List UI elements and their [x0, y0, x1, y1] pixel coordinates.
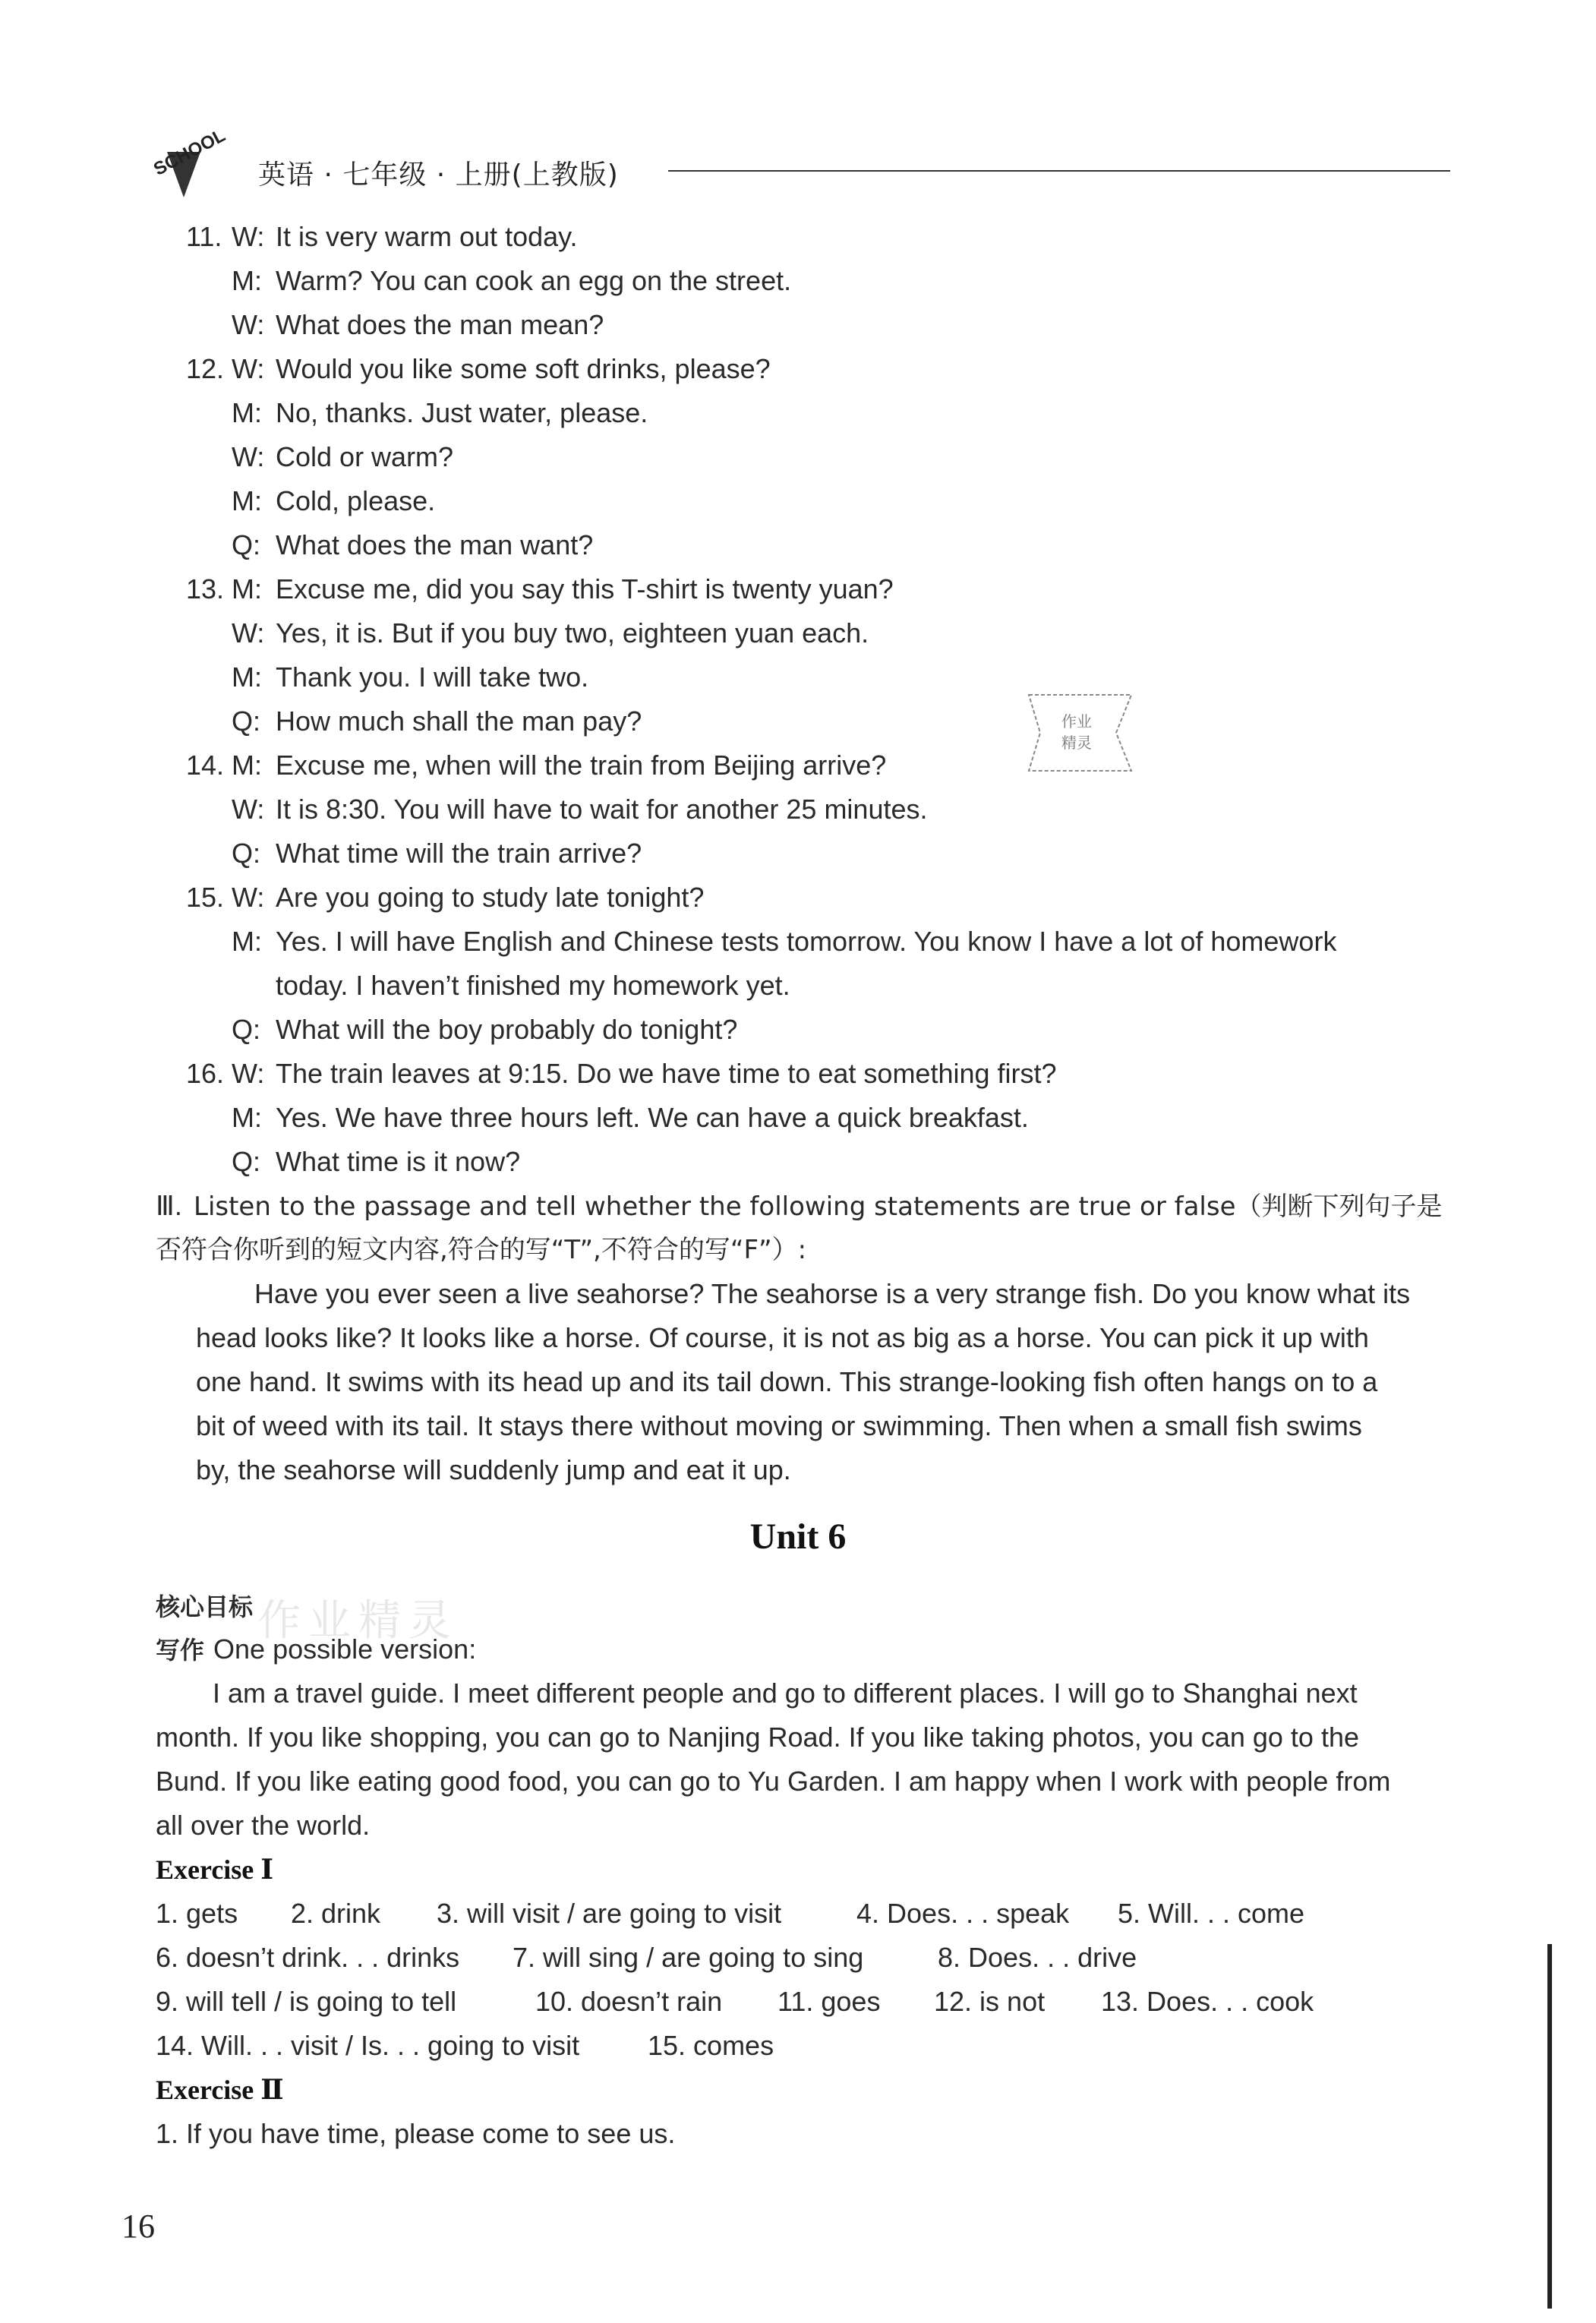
logo-text: SCHOOL	[150, 125, 229, 180]
passage-line: Have you ever seen a live seahorse? The seahorse is a very strange fish. Do you know what its	[254, 1278, 1411, 1309]
passage-line: bit of weed with its tail. It stays there without moving or swimming. Then when a small fish swims	[196, 1410, 1362, 1441]
dialogue-line: W: Yes, it is. But if you buy two, eighteen yuan each.	[232, 617, 869, 649]
watermark: 作业精灵	[258, 1596, 459, 1646]
answer-item: 14. Will. . . visit / Is. . . going to visit	[156, 2030, 580, 2061]
dialogue-line: M: No, thanks. Just water, please.	[232, 397, 648, 428]
header-rule	[668, 170, 1450, 172]
writing-line: Bund. If you like eating good food, you can go to Yu Garden. I am happy when I work with people from	[156, 1766, 1391, 1797]
scan-edge-mark	[1547, 1944, 1552, 2309]
dialogue-line: M: Warm? You can cook an egg on the street.	[232, 265, 792, 296]
writing-line: all over the world.	[156, 1810, 371, 1841]
dialogue-line: 14. M: Excuse me, when will the train from Beijing arrive?	[186, 750, 887, 781]
writing-line: I am a travel guide. I meet different people and go to different places. I will go to Shanghai next	[213, 1678, 1358, 1709]
exercise-1-title: Exercise Ⅰ	[156, 1854, 274, 1885]
header-title: 英语 · 七年级 · 上册(上教版)	[258, 159, 619, 191]
dialogue-line: Q: What time is it now?	[232, 1146, 521, 1177]
answer-item: 10. doesn’t rain	[535, 1986, 723, 2017]
passage-line: head looks like? It looks like a horse. Of course, it is not as big as a horse. You can pick it up with	[196, 1322, 1369, 1353]
answer-item: 7. will sing / are going to sing	[513, 1942, 864, 1973]
dialogue-line: 12. W: Would you like some soft drinks, please?	[186, 353, 771, 384]
dialogue-line: Q: What time will the train arrive?	[232, 838, 642, 869]
stamp-line-2: 精灵	[1061, 734, 1092, 752]
answer-item: 8. Does. . . drive	[938, 1942, 1137, 1973]
homework-stamp-icon	[1017, 687, 1139, 786]
answer-item: 3. will visit / are going to visit	[437, 1898, 782, 1929]
answer-item: 15. comes	[648, 2030, 774, 2061]
passage-line: one hand. It swims with its head up and its tail down. This strange-looking fish often hangs on to a	[196, 1366, 1378, 1397]
writing-line: month. If you like shopping, you can go to Nanjing Road. If you like taking photos, you can go to the	[156, 1722, 1360, 1753]
answer-item: 1. If you have time, please come to see us.	[156, 2118, 676, 2149]
page-header	[144, 122, 1450, 205]
passage-line: by, the seahorse will suddenly jump and eat it up.	[196, 1454, 791, 1485]
dialogue-line: W: Cold or warm?	[232, 441, 454, 472]
answer-item: 5. Will. . . come	[1118, 1898, 1305, 1929]
dialogue-line: Q: What does the man want?	[232, 529, 594, 560]
dialogue-line: M: Thank you. I will take two.	[232, 661, 589, 693]
answer-item: 9. will tell / is going to tell	[156, 1986, 457, 2017]
dialogue-line: today. I haven’t finished my homework yet.	[276, 970, 790, 1001]
dialogue-line: M: Cold, please.	[232, 485, 436, 516]
exercise-2-title: Exercise Ⅱ	[156, 2075, 284, 2105]
answer-item: 11. goes	[777, 1986, 881, 2017]
core-goal-label: 核心目标	[156, 1592, 254, 1621]
stamp-line-1: 作业	[1061, 712, 1092, 731]
answer-item: 1. gets	[156, 1898, 238, 1929]
dialogue-line: 15. W: Are you going to study late tonight?	[186, 882, 705, 913]
answer-item: 4. Does. . . speak	[856, 1898, 1070, 1929]
dialogue-line: 13. M: Excuse me, did you say this T-shirt is twenty yuan?	[186, 573, 894, 604]
page-number: 16	[121, 2208, 155, 2245]
dialogue-line: Q: How much shall the man pay?	[232, 705, 642, 737]
dialogue-line: W: It is 8:30. You will have to wait for another 25 minutes.	[232, 794, 928, 825]
dialogue-line: W: What does the man mean?	[232, 309, 604, 340]
answer-item: 2. drink	[291, 1898, 381, 1929]
school-logo-icon	[144, 122, 243, 205]
dialogue-line: 11. W: It is very warm out today.	[186, 221, 578, 252]
dialogue-line: Q: What will the boy probably do tonight?	[232, 1014, 738, 1045]
dialogue-line: M: Yes. We have three hours left. We can have a quick breakfast.	[232, 1102, 1029, 1133]
dialogue-line: M: Yes. I will have English and Chinese tests tomorrow. You know I have a lot of homework	[232, 926, 1337, 957]
section-3-instruction-cont: 否符合你听到的短文内容,符合的写“T”,不符合的写“F”）:	[156, 1235, 807, 1265]
unit-title: Unit 6	[749, 1517, 847, 1557]
dialogue-line: 16. W: The train leaves at 9:15. Do we have time to eat something first?	[186, 1058, 1057, 1089]
answer-item: 6. doesn’t drink. . . drinks	[156, 1942, 460, 1973]
answer-item: 12. is not	[934, 1986, 1046, 2017]
writing-heading: 写作 One possible version:	[156, 1633, 477, 1665]
section-3-instruction: Ⅲ. Listen to the passage and tell whether the following statements are true or false（判断下列句子是	[156, 1190, 1443, 1222]
answer-item: 13. Does. . . cook	[1101, 1986, 1314, 2017]
